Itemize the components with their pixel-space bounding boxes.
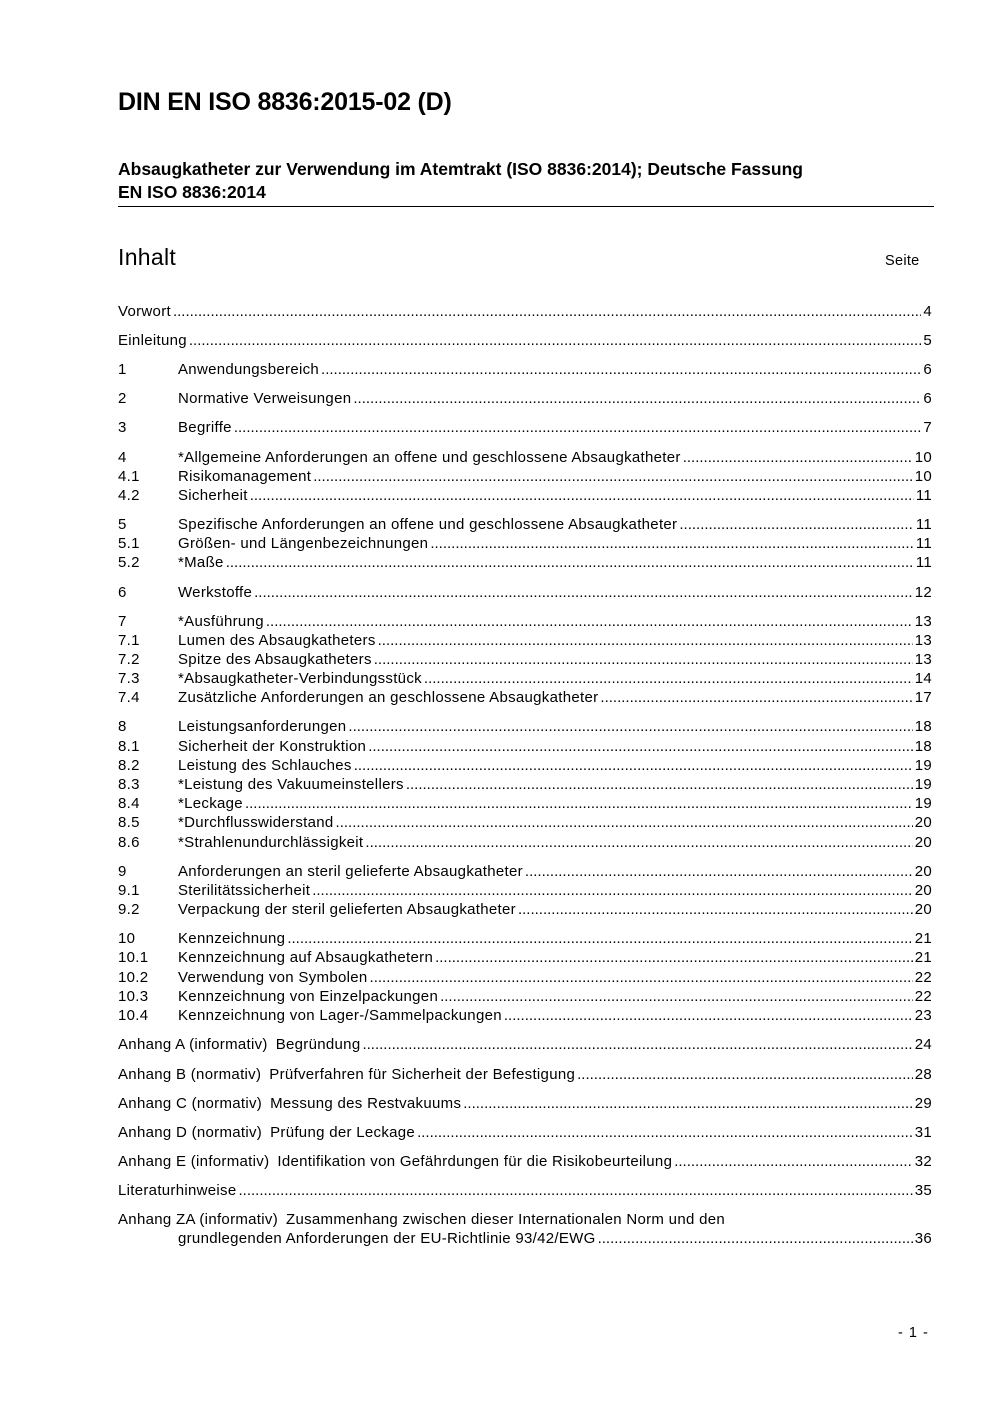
document-title: DIN EN ISO 8836:2015-02 (D) xyxy=(118,88,452,116)
toc-entry-title: Prüfung der Leckage xyxy=(270,1124,416,1141)
toc-entry-title: Sicherheit der Konstruktion xyxy=(178,738,367,755)
toc-entry-title: *Leistung des Vakuumeinstellers xyxy=(178,776,404,793)
toc-entry[interactable] xyxy=(118,1123,932,1142)
toc-entry[interactable] xyxy=(118,553,932,572)
toc-entry-number: 4.2 xyxy=(118,487,140,504)
toc-entry-title: Zusammenhang zwischen dieser Internationalen Norm und den xyxy=(286,1211,726,1228)
table-of-contents xyxy=(118,0,932,1403)
toc-entry[interactable] xyxy=(118,486,932,505)
toc-entry[interactable] xyxy=(118,1152,932,1171)
toc-entry-page: 18 xyxy=(914,738,932,755)
toc-dot-leader xyxy=(354,756,913,775)
toc-entry[interactable] xyxy=(118,583,932,602)
toc-entry-number: 4 xyxy=(118,449,127,466)
toc-entry-page: 32 xyxy=(914,1153,932,1170)
toc-dot-leader xyxy=(353,389,921,408)
toc-dot-leader xyxy=(674,1152,912,1171)
toc-entry[interactable] xyxy=(118,418,932,437)
toc-entry-title: Messung des Restvakuums xyxy=(270,1095,462,1112)
toc-entry-annex-za-line2[interactable] xyxy=(178,1229,932,1248)
toc-dot-leader xyxy=(430,534,914,553)
toc-entry-page: 19 xyxy=(914,757,932,774)
toc-entry-title: Normative Verweisungen xyxy=(178,390,352,407)
toc-entry-number: 8.4 xyxy=(118,795,140,812)
toc-entry-page: 20 xyxy=(914,814,932,831)
toc-dot-leader xyxy=(254,583,913,602)
toc-entry-annex-prefix: Anhang B (normativ) xyxy=(118,1066,262,1083)
toc-entry[interactable] xyxy=(118,1006,932,1025)
toc-dot-leader xyxy=(679,515,913,534)
toc-entry-number: 6 xyxy=(118,584,127,601)
toc-entry-page: 36 xyxy=(914,1230,932,1247)
toc-entry-page: 11 xyxy=(915,554,932,571)
toc-entry[interactable] xyxy=(118,631,932,650)
toc-entry[interactable] xyxy=(118,534,932,553)
toc-entry-title: *Strahlenundurchlässigkeit xyxy=(178,834,364,851)
toc-entry[interactable] xyxy=(118,794,932,813)
toc-entry-title: *Leckage xyxy=(178,795,243,812)
toc-entry-number: 7 xyxy=(118,613,127,630)
toc-entry-page: 10 xyxy=(914,449,932,466)
subtitle-line-1: Absaugkatheter zur Verwendung im Atemtrakt (ISO 8836:2014); Deutsche Fassung xyxy=(118,159,803,179)
toc-entry[interactable] xyxy=(118,1181,932,1200)
toc-entry-page: 10 xyxy=(914,468,932,485)
toc-entry-title: Leistungsanforderungen xyxy=(178,718,347,735)
toc-entry[interactable] xyxy=(118,1065,932,1084)
toc-entry-title: Kennzeichnung auf Absaugkathetern xyxy=(178,949,434,966)
toc-entry-page: 11 xyxy=(915,516,932,533)
toc-entry-title: Prüfverfahren für Sicherheit der Befestigung xyxy=(269,1066,576,1083)
toc-entry-number: 9.1 xyxy=(118,882,140,899)
toc-entry[interactable] xyxy=(118,1035,932,1054)
toc-entry[interactable] xyxy=(118,1094,932,1113)
toc-entry-page: 12 xyxy=(914,584,932,601)
toc-entry-title: Leistung des Schlauches xyxy=(178,757,352,774)
toc-entry-number: 1 xyxy=(118,361,127,378)
toc-dot-leader xyxy=(239,1181,913,1200)
toc-entry-number: 5 xyxy=(118,516,127,533)
toc-entry-number: 7.1 xyxy=(118,632,140,649)
toc-dot-leader xyxy=(336,813,913,832)
toc-entry-title: *Ausführung xyxy=(178,613,264,630)
toc-entry-title: Einleitung xyxy=(118,332,187,349)
toc-entry-number: 7.3 xyxy=(118,670,140,687)
toc-entry-number: 8.6 xyxy=(118,834,140,851)
toc-entry-page: 35 xyxy=(914,1182,932,1199)
toc-dot-leader xyxy=(406,775,913,794)
toc-dot-leader xyxy=(374,650,913,669)
toc-entry[interactable] xyxy=(118,987,932,1006)
toc-entry-number: 10 xyxy=(118,930,136,947)
toc-entry-page: 4 xyxy=(923,303,932,320)
toc-entry-title: Begriffe xyxy=(178,419,232,436)
toc-page-label: Seite xyxy=(885,253,920,269)
toc-entry-page: 28 xyxy=(914,1066,932,1083)
toc-entry-annex-prefix: Anhang D (normativ) xyxy=(118,1124,263,1141)
toc-entry[interactable] xyxy=(118,669,932,688)
toc-entry-title: Anwendungsbereich xyxy=(178,361,320,378)
toc-entry[interactable] xyxy=(118,948,932,967)
toc-dot-leader xyxy=(173,302,921,321)
toc-entry[interactable] xyxy=(118,968,932,987)
toc-entry-title: Spitze des Absaugkatheters xyxy=(178,651,372,668)
toc-entry-annex-za-line1[interactable] xyxy=(118,1210,932,1229)
toc-entry-title: Begründung xyxy=(275,1036,361,1053)
toc-dot-leader xyxy=(287,929,912,948)
toc-entry-page: 21 xyxy=(914,930,932,947)
toc-dot-leader xyxy=(435,948,913,967)
toc-entry-page: 20 xyxy=(914,901,932,918)
toc-entry-page: 18 xyxy=(914,718,932,735)
toc-entry-number: 3 xyxy=(118,419,127,436)
toc-entry-number: 9.2 xyxy=(118,901,140,918)
toc-entry-page: 31 xyxy=(914,1124,932,1141)
toc-entry-number: 10.2 xyxy=(118,969,149,986)
toc-entry-page: 22 xyxy=(914,969,932,986)
page-number: - 1 - xyxy=(898,1325,929,1341)
toc-entry-number: 10.1 xyxy=(118,949,149,966)
toc-entry[interactable] xyxy=(118,737,932,756)
toc-entry-title: *Absaugkatheter-Verbindungsstück xyxy=(178,670,422,687)
toc-dot-leader xyxy=(683,448,913,467)
toc-entry[interactable] xyxy=(118,448,932,467)
toc-entry-title: Identifikation von Gefährdungen für die Risikobeurteilung xyxy=(277,1153,673,1170)
toc-entry[interactable] xyxy=(118,360,932,379)
toc-entry-number: 8 xyxy=(118,718,127,735)
toc-entry[interactable] xyxy=(118,612,932,631)
toc-entry-number: 9 xyxy=(118,863,127,880)
toc-dot-leader xyxy=(463,1094,912,1113)
toc-dot-leader xyxy=(598,1229,913,1248)
toc-entry[interactable] xyxy=(118,833,932,852)
toc-entry-title: Größen- und Längenbezeichnungen xyxy=(178,535,429,552)
toc-entry[interactable] xyxy=(118,331,932,350)
toc-entry-title: Verwendung von Symbolen xyxy=(178,969,368,986)
toc-entry-page: 22 xyxy=(914,988,932,1005)
toc-entry[interactable] xyxy=(118,862,932,881)
toc-entry-title: *Maße xyxy=(178,554,224,571)
toc-entry-title: Sicherheit xyxy=(178,487,248,504)
toc-heading: Inhalt xyxy=(118,244,177,270)
toc-entry[interactable] xyxy=(118,688,932,707)
toc-entry-title: Kennzeichnung xyxy=(178,930,286,947)
toc-entry-page: 21 xyxy=(914,949,932,966)
toc-entry-number: 7.2 xyxy=(118,651,140,668)
toc-dot-leader xyxy=(368,737,913,756)
toc-dot-leader xyxy=(226,553,914,572)
toc-dot-leader xyxy=(378,631,913,650)
toc-entry-page: 11 xyxy=(915,535,932,552)
toc-entry[interactable] xyxy=(118,929,932,948)
toc-entry-title: Anforderungen an steril gelieferte Absaugkatheter xyxy=(178,863,523,880)
toc-dot-leader xyxy=(577,1065,913,1084)
toc-dot-leader xyxy=(362,1035,912,1054)
toc-dot-leader xyxy=(504,1006,913,1025)
toc-entry-title: *Durchflusswiderstand xyxy=(178,814,334,831)
toc-entry-page: 5 xyxy=(923,332,932,349)
toc-dot-leader xyxy=(440,987,913,1006)
toc-entry[interactable] xyxy=(118,389,932,408)
toc-dot-leader xyxy=(245,794,913,813)
toc-entry[interactable] xyxy=(118,650,932,669)
toc-entry-page: 17 xyxy=(914,689,932,706)
toc-entry[interactable] xyxy=(118,717,932,736)
toc-entry-title: Werkstoffe xyxy=(178,584,253,601)
toc-dot-leader xyxy=(313,467,913,486)
toc-entry-title: Vorwort xyxy=(118,303,171,320)
toc-entry-number: 2 xyxy=(118,390,127,407)
toc-dot-leader xyxy=(312,881,913,900)
toc-entry-number: 8.1 xyxy=(118,738,140,755)
toc-entry-annex-prefix: Anhang C (normativ) xyxy=(118,1095,263,1112)
toc-dot-leader xyxy=(600,688,912,707)
toc-dot-leader xyxy=(424,669,913,688)
toc-entry-number: 8.2 xyxy=(118,757,140,774)
toc-entry-page: 14 xyxy=(914,670,932,687)
toc-entry-title: Lumen des Absaugkatheters xyxy=(178,632,376,649)
toc-entry[interactable] xyxy=(118,467,932,486)
toc-entry-page: 13 xyxy=(914,613,932,630)
toc-entry-page: 11 xyxy=(915,487,932,504)
toc-entry-title: Spezifische Anforderungen an offene und geschlossene Absaugkatheter xyxy=(178,516,678,533)
toc-entry[interactable] xyxy=(118,515,932,534)
toc-entry[interactable] xyxy=(118,756,932,775)
toc-entry-annex-prefix: Anhang E (informativ) xyxy=(118,1153,270,1170)
toc-entry-page: 20 xyxy=(914,882,932,899)
toc-entry-page: 19 xyxy=(914,776,932,793)
toc-entry-page: 23 xyxy=(914,1007,932,1024)
toc-entry-page: 29 xyxy=(914,1095,932,1112)
toc-entry-page: 20 xyxy=(914,834,932,851)
toc-dot-leader xyxy=(189,331,921,350)
toc-dot-leader xyxy=(417,1123,913,1142)
toc-entry-number: 5.2 xyxy=(118,554,140,571)
toc-dot-leader xyxy=(525,862,913,881)
toc-entry-title: Kennzeichnung von Lager-/Sammelpackungen xyxy=(178,1007,502,1024)
toc-dot-leader xyxy=(266,612,913,631)
toc-entry[interactable] xyxy=(118,881,932,900)
toc-entry-page: 6 xyxy=(923,390,932,407)
toc-entry-annex-prefix: Anhang ZA (informativ) xyxy=(118,1211,278,1228)
toc-dot-leader xyxy=(518,900,913,919)
toc-entry-title: Kennzeichnung von Einzelpackungen xyxy=(178,988,439,1005)
toc-entry-number: 10.3 xyxy=(118,988,149,1005)
toc-entry-title: Literaturhinweise xyxy=(118,1182,237,1199)
toc-entry-number: 5.1 xyxy=(118,535,140,552)
toc-entry[interactable] xyxy=(118,775,932,794)
toc-entry[interactable] xyxy=(118,302,932,321)
toc-entry-title: Zusätzliche Anforderungen an geschlossene Absaugkatheter xyxy=(178,689,599,706)
toc-dot-leader xyxy=(234,418,922,437)
toc-entry-page: 19 xyxy=(914,795,932,812)
toc-dot-leader xyxy=(370,968,913,987)
toc-dot-leader xyxy=(348,717,912,736)
toc-dot-leader xyxy=(365,833,912,852)
toc-entry-page: 7 xyxy=(923,419,932,436)
toc-entry-number: 7.4 xyxy=(118,689,140,706)
toc-entry-title: grundlegenden Anforderungen der EU-Richtlinie 93/42/EWG xyxy=(178,1230,596,1247)
toc-entry[interactable] xyxy=(118,900,932,919)
toc-entry-page: 13 xyxy=(914,632,932,649)
toc-entry-page: 20 xyxy=(914,863,932,880)
toc-entry-title: Risikomanagement xyxy=(178,468,312,485)
toc-entry-annex-prefix: Anhang A (informativ) xyxy=(118,1036,268,1053)
toc-entry-number: 10.4 xyxy=(118,1007,149,1024)
toc-dot-leader xyxy=(321,360,921,379)
toc-entry-number: 8.3 xyxy=(118,776,140,793)
toc-entry[interactable] xyxy=(118,813,932,832)
toc-entry-page: 24 xyxy=(914,1036,932,1053)
toc-entry-title: Sterilitätssicherheit xyxy=(178,882,311,899)
toc-entry-title: Verpackung der steril gelieferten Absaugkatheter xyxy=(178,901,516,918)
toc-entry-number: 4.1 xyxy=(118,468,140,485)
toc-entry-title: *Allgemeine Anforderungen an offene und geschlossene Absaugkatheter xyxy=(178,449,681,466)
subtitle-line-2: EN ISO 8836:2014 xyxy=(118,182,266,202)
toc-entry-page: 13 xyxy=(914,651,932,668)
toc-dot-leader xyxy=(250,486,914,505)
toc-entry-number: 8.5 xyxy=(118,814,140,831)
toc-entry-page: 6 xyxy=(923,361,932,378)
